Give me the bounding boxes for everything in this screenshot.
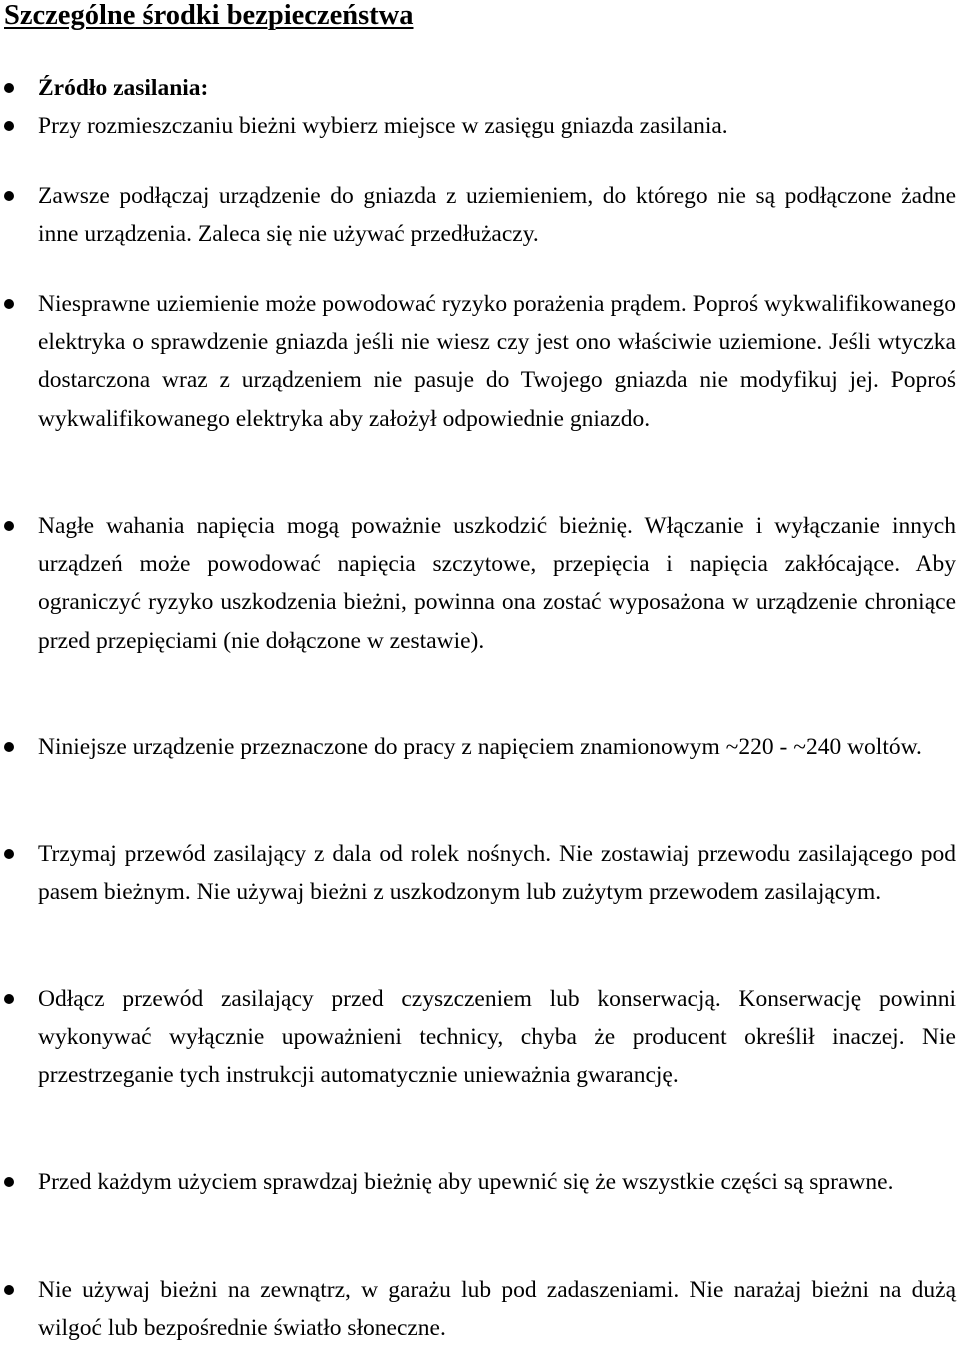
bullet-icon [4, 1177, 14, 1187]
bullet-icon [4, 994, 14, 1004]
bullet-icon [4, 1285, 14, 1295]
bullet-icon [4, 742, 14, 752]
list-item-text: Zawsze podłączaj urządzenie do gniazda z uziemieniem, do którego nie są podłączone żadne inne urządzenia. Zaleca się nie używać przedłużaczy. [38, 183, 956, 248]
bullet-icon [4, 121, 14, 131]
bullet-icon [4, 191, 14, 201]
page-title: Szczególne środki bezpieczeństwa [4, 0, 414, 31]
list-item-text: Niniejsze urządzenie przeznaczone do pracy z napięciem znamionowym ~220 - ~240 woltów. [38, 734, 922, 760]
bullet-icon [4, 83, 14, 93]
list-item-text: Trzymaj przewód zasilający z dala od rolek nośnych. Nie zostawiaj przewodu zasilającego pod pasem bieżnym. Nie używaj bieżni z uszkodzonym lub zużytym przewodem zasilającym. [38, 841, 956, 906]
list-item-text: Nie używaj bieżni na zewnątrz, w garażu lub pod zadaszeniami. Nie narażaj bieżni na dużą wilgoć lub bezpośrednie światło słoneczne. [38, 1277, 956, 1342]
bullet-icon [4, 521, 14, 531]
list-item-text: Przy rozmieszczaniu bieżni wybierz miejsce w zasięgu gniazda zasilania. [38, 113, 728, 139]
bullet-icon [4, 849, 14, 859]
list-item-text: Niesprawne uziemienie może powodować ryzyko porażenia prądem. Poproś wykwalifikowanego elektryka o sprawdzenie gniazda jeśli nie wiesz czy jest ono właściwie uziemione. Jeśli wtyczka dostarczona wraz z urządzeniem nie pasuje do Twojego gniazda nie modyfikuj jej. Poproś wykwalifikowanego elektryka aby założył odpowiednie gniazdo. [38, 291, 956, 432]
list-item-text: Nagłe wahania napięcia mogą poważnie uszkodzić bieżnię. Włączanie i wyłączanie innych urządzeń może powodować napięcia szczytowe, przepięcia i napięcia zakłócające. Aby ograniczyć ryzyko uszkodzenia bieżni, powinna ona zostać wyposażona w urządzenie chroniące przed przepięciami (nie dołączone w zestawie). [38, 513, 956, 654]
list-item-text: Przed każdym użyciem sprawdzaj bieżnię aby upewnić się że wszystkie części są sprawne. [38, 1169, 894, 1195]
list-item-text: Odłącz przewód zasilający przed czyszczeniem lub konserwacją. Konserwację powinni wykonywać wyłącznie upoważnieni technicy, chyba że producent określił inaczej. Nie przestrzeganie tych instrukcji automatycznie unieważnia gwarancję. [38, 986, 956, 1089]
list-item-text: Źródło zasilania: [38, 75, 209, 101]
bullet-icon [4, 299, 14, 309]
